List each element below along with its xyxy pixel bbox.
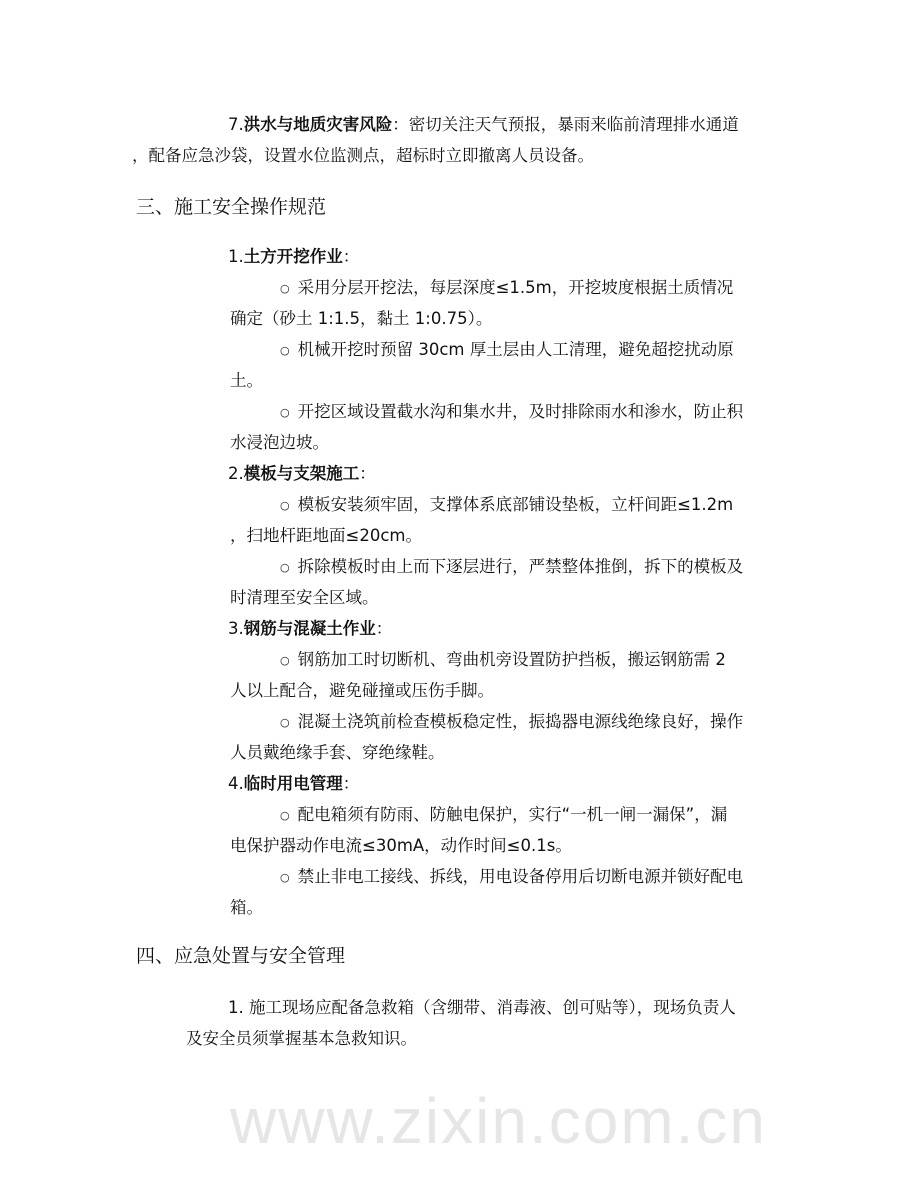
bullet-line-cont: 箱。: [230, 898, 263, 917]
bullet-line: [280, 865, 743, 889]
colon: ：: [342, 247, 360, 266]
bullet-text: 开挖区域设置截水沟和集水井，及时排除雨水和渗水，防止积: [297, 402, 744, 421]
item-1-heading: [228, 245, 359, 269]
circle-bullet-icon: ○: [280, 499, 290, 512]
item-title: 模板与支架施工: [243, 464, 360, 483]
item-2-heading: [228, 462, 376, 486]
sec4-item-1-line2: 及安全员须掌握基本急救知识。: [186, 1029, 417, 1048]
circle-bullet-icon: ○: [280, 282, 290, 295]
circle-bullet-icon: ○: [280, 871, 290, 884]
circle-bullet-icon: ○: [280, 561, 290, 574]
bullet-text: 钢筋加工时切断机、弯曲机旁设置防护挡板，搬运钢筋需 2: [297, 650, 726, 669]
bullet-text: 模板安装须牢固，支撑体系底部铺设垫板，立杆间距≤1.2m: [297, 495, 734, 514]
bullet-line: [280, 276, 733, 300]
bullet-line: [280, 400, 743, 424]
bullet-line-cont: 人员戴绝缘手套、穿绝缘鞋。: [230, 743, 445, 762]
bullet-line: [280, 493, 733, 517]
item-number: 4.: [228, 774, 244, 793]
bullet-text: 采用分层开挖法，每层深度≤1.5m，开挖坡度根据土质情况: [297, 278, 734, 297]
bullet-line: [280, 555, 743, 579]
bullet-line-cont: 电保护器动作电流≤30mA，动作时间≤0.1s。: [230, 836, 572, 855]
item-text: ：密切关注天气预报，暴雨来临前清理排水通道: [392, 115, 739, 134]
circle-bullet-icon: ○: [280, 406, 290, 419]
bullet-line-cont: 确定（砂土 1:1.5，黏土 1:0.75）。: [230, 309, 493, 328]
bullet-line: [280, 710, 743, 734]
bullet-text: 禁止非电工接线、拆线，用电设备停用后切断电源并锁好配电: [297, 867, 744, 886]
circle-bullet-icon: ○: [280, 809, 290, 822]
item-7-line2: ，配备应急沙袋，设置水位监测点，超标时立即撤离人员设备。: [132, 146, 594, 165]
bullet-line: [280, 648, 726, 672]
bullet-text: 拆除模板时由上而下逐层进行，严禁整体推倒，拆下的模板及: [297, 557, 744, 576]
circle-bullet-icon: ○: [280, 716, 290, 729]
circle-bullet-icon: ○: [280, 654, 290, 667]
item-title: 洪水与地质灾害风险: [243, 115, 393, 134]
bullet-line-cont: 人以上配合，避免碰撞或压伤手脚。: [230, 681, 494, 700]
item-title: 临时用电管理: [243, 774, 343, 793]
bullet-text: 配电箱须有防雨、防触电保护，实行“一机一闸一漏保”，漏: [297, 805, 728, 824]
item-number: 3.: [228, 619, 244, 638]
bullet-line: [280, 338, 734, 362]
item-number: 7.: [228, 115, 244, 134]
colon: ：: [342, 774, 360, 793]
bullet-line-cont: 水浸泡边坡。: [230, 433, 329, 452]
bullet-line-cont: 土。: [230, 371, 263, 390]
section-3-heading: 三、施工安全操作规范: [136, 196, 327, 218]
circle-bullet-icon: ○: [280, 344, 290, 357]
item-4-heading: [228, 772, 359, 796]
bullet-line-cont: ，扫地杆距地面≤20cm。: [230, 526, 422, 545]
item-7-line1: [228, 113, 739, 137]
bullet-text: 机械开挖时预留 30cm 厚土层由人工清理，避免超挖扰动原: [297, 340, 734, 359]
section-4-heading: 四、应急处置与安全管理: [136, 945, 346, 967]
item-number: 1.: [228, 247, 244, 266]
item-title: 钢筋与混凝土作业: [243, 619, 376, 638]
item-number: 2.: [228, 464, 244, 483]
item-title: 土方开挖作业: [243, 247, 343, 266]
bullet-text: 混凝土浇筑前检查模板稳定性，振捣器电源线绝缘良好，操作: [297, 712, 744, 731]
colon: ：: [375, 619, 393, 638]
sec4-item-1-line1: 1. 施工现场应配备急救箱（含绷带、消毒液、创可贴等），现场负责人: [228, 998, 736, 1017]
bullet-line-cont: 时清理至安全区域。: [230, 588, 379, 607]
item-3-heading: [228, 617, 392, 641]
watermark: www.zixin.com.cn: [230, 1085, 767, 1157]
bullet-line: [280, 803, 727, 827]
colon: ：: [359, 464, 376, 483]
